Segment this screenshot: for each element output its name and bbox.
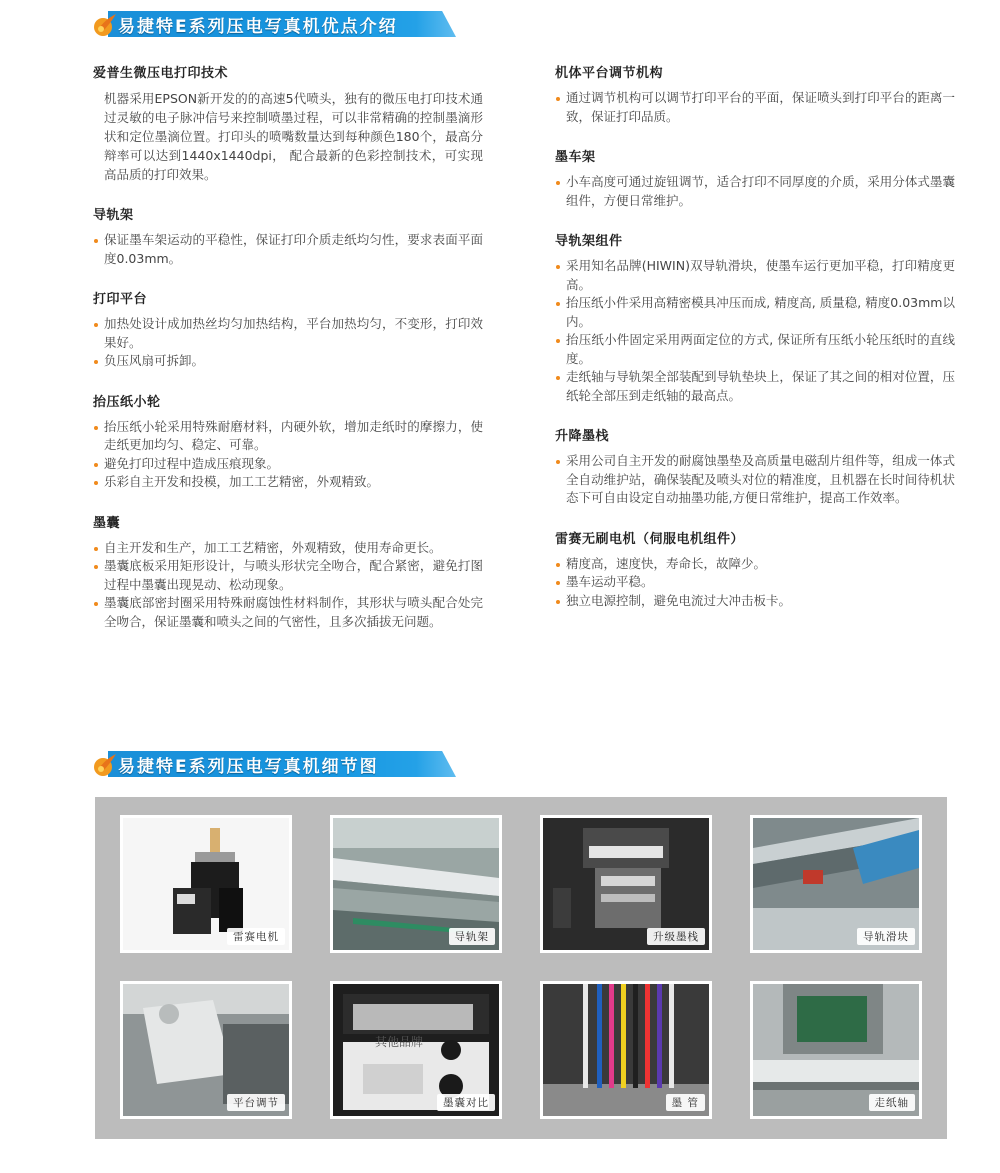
detail-gallery [95,797,947,1139]
feature-bullet: 保证墨车架运动的平稳性，保证打印介质走纸均匀性，要求表面平面度0.03mm。 [93,231,483,268]
feature-title: 打印平台 [93,292,148,307]
brush-logo-icon [92,750,120,778]
feature-bullet: 乐彩自主开发和投模，加工工艺精密，外观精致。 [93,473,483,492]
feature-section [93,391,483,492]
feature-bullet: 自主开发和生产，加工工艺精密，外观精致，使用寿命更长。 [93,539,483,558]
features-right-column [555,62,955,630]
feature-section [555,425,955,508]
feature-bullet: 墨囊底板采用矩形设计，与喷头形状完全吻合，配合紧密，避免打图过程中墨囊出现晃动、松动现象。 [93,557,483,594]
feature-bullet: 采用公司自主开发的耐腐蚀墨垫及高质量电磁刮片组件等，组成一体式全自动维护站，确保装配及喷头对位的精准度，且机器在长时间待机状态下可自由设定自动抽墨功能,方便日常维护，提高工作效率。 [555,452,955,508]
ink-tube-photo [540,981,712,1119]
features-banner-title: 易捷特E系列压电写真机优点介绍 [118,16,398,37]
photo-caption: 平台调节 [227,1094,285,1111]
servo-motor-photo [120,815,292,953]
details-banner-title: 易捷特E系列压电写真机细节图 [118,756,379,777]
ink-station-photo [540,815,712,953]
paper-shaft-photo [750,981,922,1119]
brush-logo-icon [92,10,120,38]
feature-section [555,528,955,611]
feature-bullet: 抬压纸小件采用高精密模具冲压而成, 精度高, 质量稳, 精度0.03mm以内。 [555,294,955,331]
photo-caption: 走纸轴 [869,1094,916,1111]
ink-sac-photo [330,981,502,1119]
features-left-column [93,62,483,651]
guide-rail-frame-photo [330,815,502,953]
photo-caption: 墨囊对比 [437,1094,495,1111]
feature-section [555,62,955,126]
feature-section [93,288,483,371]
photo-caption: 导轨滑块 [857,928,915,945]
platform-adjust-photo [120,981,292,1119]
feature-title: 导轨架 [93,208,134,223]
feature-bullet: 通过调节机构可以调节打印平台的平面，保证喷头到打印平台的距离一致，保证打印品质。 [555,89,955,126]
feature-section [93,512,483,632]
feature-section [93,62,483,184]
photo-caption: 雷赛电机 [227,928,285,945]
feature-title: 爱普生微压电打印技术 [93,66,229,81]
feature-bullet: 墨囊底部密封圈采用特殊耐腐蚀性材料制作，其形状与喷头配合处完全吻合，保证墨囊和喷头之间的气密性，且多次插拔无问题。 [93,594,483,631]
photo-caption: 升级墨栈 [647,928,705,945]
feature-bullet: 精度高，速度快，寿命长，故障少。 [555,555,955,574]
feature-bullet: 抬压纸小件固定采用两面定位的方式, 保证所有压纸小轮压纸时的直线度。 [555,331,955,368]
features-banner [92,8,464,40]
feature-section [555,146,955,210]
feature-section [93,204,483,268]
feature-bullet: 负压风扇可拆卸。 [93,352,483,371]
feature-title: 雷赛无刷电机（伺服电机组件） [555,531,745,547]
feature-title: 升降墨栈 [555,429,610,444]
feature-title: 机体平台调节机构 [555,66,664,81]
photo-caption: 墨 管 [666,1094,705,1111]
details-banner [92,748,464,780]
feature-bullet: 墨车运动平稳。 [555,573,955,592]
photo-caption: 导轨架 [449,928,496,945]
feature-bullet: 独立电源控制，避免电流过大冲击板卡。 [555,592,955,611]
feature-paragraph: 机器采用EPSON新开发的的高速5代喷头，独有的微压电打印技术通过灵敏的电子脉冲信号来控制喷墨过程，可以非常精确的控制墨滴形状和定位墨滴位置。打印头的喷嘴数量达到每种颜色180个，最高分辩率可以达到1440x1440dpi， 配合最新的色彩控制技术，可实现高品质的打印效果。 [104,91,483,182]
feature-bullet: 走纸轴与导轨架全部装配到导轨垫块上，保证了其之间的相对位置，压纸轮全部压到走纸轴的最高点。 [555,368,955,405]
feature-title: 墨囊 [93,515,121,531]
feature-bullet: 避免打印过程中造成压痕现象。 [93,455,483,474]
feature-section [555,230,955,405]
feature-bullet: 加热处设计成加热丝均匀加热结构，平台加热均匀，不变形，打印效果好。 [93,315,483,352]
ink-sac-overlay-text: 其他品牌 [375,1035,424,1049]
feature-bullet: 采用知名品牌(HIWIN)双导轨滑块，使墨车运行更加平稳，打印精度更高。 [555,257,955,294]
feature-title: 抬压纸小轮 [93,394,161,410]
rail-slider-photo [750,815,922,953]
feature-bullet: 小车高度可通过旋钮调节，适合打印不同厚度的介质，采用分体式墨囊组件，方便日常维护。 [555,173,955,210]
feature-title: 导轨架组件 [555,234,623,249]
feature-title: 墨车架 [555,150,596,165]
feature-bullet: 抬压纸小轮采用特殊耐磨材料，内硬外软，增加走纸时的摩擦力，使走纸更加均匀、稳定、可靠。 [93,418,483,455]
